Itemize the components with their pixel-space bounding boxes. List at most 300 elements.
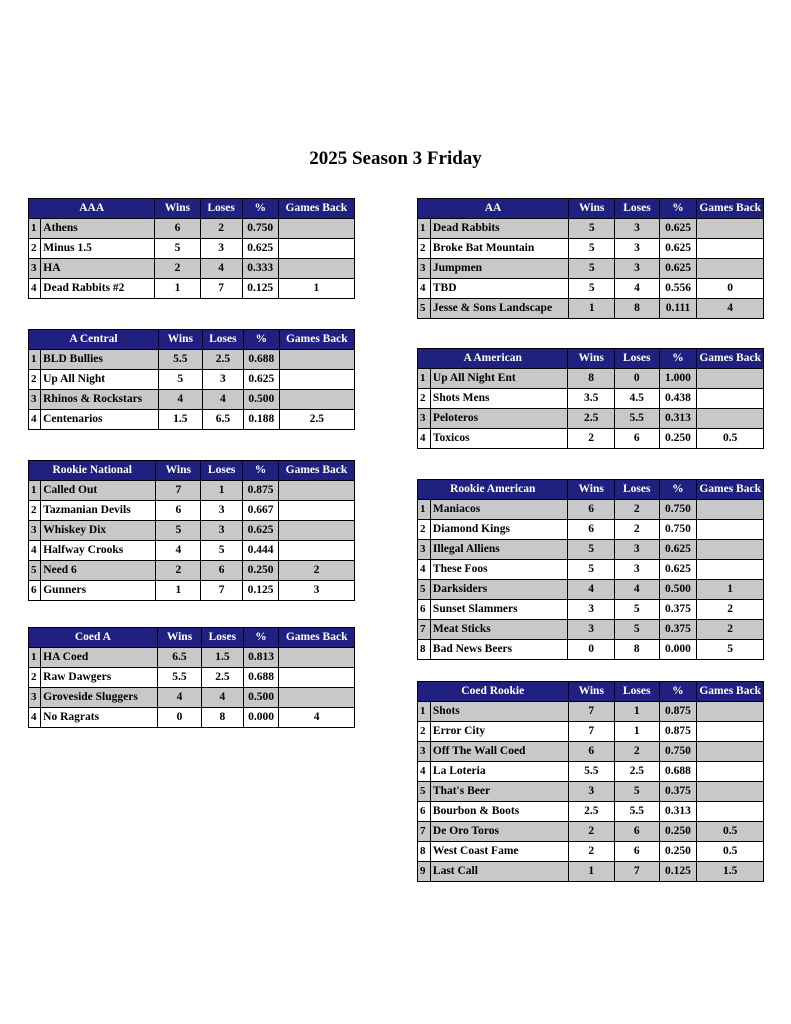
pct-value: 0.444 bbox=[243, 541, 279, 561]
column-header: Wins bbox=[568, 682, 614, 702]
loses-value: 2 bbox=[614, 742, 659, 762]
row-rank: 4 bbox=[418, 279, 431, 299]
team-name: Dead Rabbits #2 bbox=[41, 279, 155, 299]
row-rank: 4 bbox=[418, 429, 431, 449]
table-row bbox=[29, 541, 355, 561]
wins-value: 6.5 bbox=[157, 648, 201, 668]
games-back-value: 0.5 bbox=[697, 842, 764, 862]
games-back-value bbox=[697, 389, 764, 409]
pct-value: 0.438 bbox=[659, 389, 697, 409]
row-rank: 1 bbox=[29, 219, 41, 239]
loses-value: 1.5 bbox=[202, 648, 244, 668]
table-row bbox=[418, 742, 764, 762]
wins-value: 5 bbox=[155, 239, 200, 259]
column-header: Wins bbox=[568, 480, 614, 500]
loses-value: 3 bbox=[615, 219, 659, 239]
standings-table bbox=[417, 198, 764, 319]
pct-value: 0.750 bbox=[659, 500, 697, 520]
loses-value: 6 bbox=[614, 842, 659, 862]
pct-value: 0.750 bbox=[659, 742, 697, 762]
loses-value: 4 bbox=[200, 259, 242, 279]
row-rank: 7 bbox=[418, 822, 431, 842]
table-row bbox=[418, 239, 764, 259]
wins-value: 4 bbox=[568, 580, 614, 600]
loses-value: 6 bbox=[614, 429, 659, 449]
pct-value: 0.625 bbox=[659, 259, 697, 279]
games-back-value: 1 bbox=[697, 580, 764, 600]
standings-table bbox=[28, 198, 355, 299]
division-name-header: A American bbox=[418, 349, 568, 369]
row-rank: 3 bbox=[29, 521, 41, 541]
team-name: Broke Bat Mountain bbox=[430, 239, 568, 259]
table-row bbox=[29, 708, 355, 728]
loses-value: 4 bbox=[202, 688, 244, 708]
team-name: Raw Dawgers bbox=[41, 668, 158, 688]
row-rank: 3 bbox=[29, 390, 41, 410]
standings-table bbox=[417, 681, 764, 882]
games-back-value bbox=[278, 239, 354, 259]
loses-value: 3 bbox=[202, 370, 243, 390]
loses-value: 2 bbox=[614, 520, 659, 540]
table-row bbox=[418, 722, 764, 742]
loses-value: 6.5 bbox=[202, 410, 243, 430]
loses-value: 3 bbox=[614, 540, 659, 560]
table-row bbox=[418, 259, 764, 279]
games-back-value bbox=[697, 722, 764, 742]
wins-value: 5 bbox=[569, 239, 615, 259]
team-name: Up All Night Ent bbox=[430, 369, 567, 389]
games-back-value: 0.5 bbox=[697, 822, 764, 842]
standings-table bbox=[28, 627, 355, 728]
team-name: Peloteros bbox=[430, 409, 567, 429]
team-name: Called Out bbox=[41, 481, 156, 501]
pct-value: 0.625 bbox=[244, 370, 280, 390]
column-header: Games Back bbox=[279, 628, 355, 648]
standings-table bbox=[417, 348, 764, 449]
loses-value: 7 bbox=[614, 862, 659, 882]
team-name: Up All Night bbox=[41, 370, 159, 390]
column-header: Games Back bbox=[697, 199, 764, 219]
loses-value: 3 bbox=[201, 521, 243, 541]
loses-value: 1 bbox=[201, 481, 243, 501]
table-header-row bbox=[418, 480, 764, 500]
table-row bbox=[418, 600, 764, 620]
loses-value: 4.5 bbox=[614, 389, 659, 409]
wins-value: 5 bbox=[158, 370, 202, 390]
table-row bbox=[418, 580, 764, 600]
pct-value: 0.500 bbox=[243, 688, 279, 708]
games-back-value bbox=[697, 762, 764, 782]
table-row bbox=[418, 520, 764, 540]
team-name: These Foos bbox=[430, 560, 568, 580]
pct-value: 0.500 bbox=[244, 390, 280, 410]
row-rank: 1 bbox=[418, 500, 431, 520]
pct-value: 0.250 bbox=[659, 822, 697, 842]
loses-value: 6 bbox=[201, 561, 243, 581]
team-name: Whiskey Dix bbox=[41, 521, 156, 541]
pct-value: 0.125 bbox=[659, 862, 697, 882]
team-name: No Ragrats bbox=[41, 708, 158, 728]
table-row bbox=[29, 239, 355, 259]
wins-value: 2.5 bbox=[568, 802, 614, 822]
pct-value: 0.000 bbox=[243, 708, 279, 728]
wins-value: 1.5 bbox=[158, 410, 202, 430]
games-back-value bbox=[279, 668, 355, 688]
loses-value: 3 bbox=[201, 501, 243, 521]
wins-value: 5.5 bbox=[568, 762, 614, 782]
games-back-value bbox=[697, 409, 764, 429]
pct-value: 0.313 bbox=[659, 802, 697, 822]
table-row bbox=[29, 279, 355, 299]
wins-value: 5 bbox=[568, 560, 614, 580]
wins-value: 5 bbox=[569, 259, 615, 279]
row-rank: 1 bbox=[418, 219, 431, 239]
games-back-value bbox=[697, 742, 764, 762]
pct-value: 0.111 bbox=[659, 299, 697, 319]
row-rank: 3 bbox=[418, 409, 431, 429]
table-header-row bbox=[29, 628, 355, 648]
wins-value: 3 bbox=[568, 600, 614, 620]
row-rank: 4 bbox=[29, 410, 41, 430]
loses-value: 5 bbox=[614, 620, 659, 640]
row-rank: 1 bbox=[29, 648, 41, 668]
wins-value: 0 bbox=[568, 640, 614, 660]
table-row bbox=[29, 481, 355, 501]
column-header: Games Back bbox=[697, 682, 764, 702]
division-name-header: Rookie National bbox=[29, 461, 156, 481]
team-name: Shots Mens bbox=[430, 389, 567, 409]
row-rank: 6 bbox=[418, 600, 431, 620]
wins-value: 8 bbox=[568, 369, 615, 389]
team-name: West Coast Fame bbox=[430, 842, 568, 862]
table-row bbox=[418, 822, 764, 842]
pct-value: 0.625 bbox=[659, 239, 697, 259]
team-name: Athens bbox=[41, 219, 155, 239]
games-back-value: 0.5 bbox=[697, 429, 764, 449]
team-name: Bourbon & Boots bbox=[430, 802, 568, 822]
table-row bbox=[29, 561, 355, 581]
games-back-value bbox=[279, 350, 354, 370]
pct-value: 0.556 bbox=[659, 279, 697, 299]
games-back-value bbox=[697, 369, 764, 389]
games-back-value: 1 bbox=[278, 279, 354, 299]
loses-value: 3 bbox=[615, 259, 659, 279]
wins-value: 1 bbox=[155, 279, 200, 299]
games-back-value: 2.5 bbox=[279, 410, 354, 430]
table-row bbox=[418, 802, 764, 822]
division-name-header: Coed Rookie bbox=[418, 682, 569, 702]
team-name: Need 6 bbox=[41, 561, 156, 581]
table-row bbox=[418, 279, 764, 299]
wins-value: 3 bbox=[568, 620, 614, 640]
wins-value: 5 bbox=[156, 521, 201, 541]
loses-value: 2.5 bbox=[202, 350, 243, 370]
pct-value: 0.625 bbox=[659, 560, 697, 580]
team-name: Centenarios bbox=[41, 410, 159, 430]
column-header: Loses bbox=[615, 199, 659, 219]
row-rank: 1 bbox=[418, 369, 431, 389]
wins-value: 5 bbox=[569, 279, 615, 299]
pct-value: 0.375 bbox=[659, 782, 697, 802]
team-name: Tazmanian Devils bbox=[41, 501, 156, 521]
wins-value: 5 bbox=[569, 219, 615, 239]
team-name: Meat Sticks bbox=[430, 620, 568, 640]
wins-value: 6 bbox=[156, 501, 201, 521]
column-header: Wins bbox=[156, 461, 201, 481]
wins-value: 2.5 bbox=[568, 409, 615, 429]
loses-value: 1 bbox=[614, 702, 659, 722]
team-name: Last Call bbox=[430, 862, 568, 882]
table-row bbox=[418, 702, 764, 722]
wins-value: 6 bbox=[568, 742, 614, 762]
table-row bbox=[29, 370, 355, 390]
pct-value: 0.688 bbox=[659, 762, 697, 782]
pct-value: 0.250 bbox=[659, 429, 697, 449]
row-rank: 3 bbox=[418, 540, 431, 560]
column-header: Wins bbox=[155, 199, 200, 219]
wins-value: 2 bbox=[568, 429, 615, 449]
wins-value: 1 bbox=[156, 581, 201, 601]
wins-value: 6 bbox=[568, 520, 614, 540]
table-row bbox=[29, 521, 355, 541]
table-row bbox=[418, 640, 764, 660]
pct-value: 0.750 bbox=[659, 520, 697, 540]
column-header: Loses bbox=[614, 349, 659, 369]
pct-value: 0.875 bbox=[243, 481, 279, 501]
team-name: Darksiders bbox=[430, 580, 568, 600]
pct-value: 0.313 bbox=[659, 409, 697, 429]
games-back-value bbox=[697, 239, 764, 259]
standings-table bbox=[417, 479, 764, 660]
column-header: % bbox=[243, 628, 279, 648]
row-rank: 3 bbox=[29, 688, 41, 708]
table-row bbox=[29, 259, 355, 279]
column-header: % bbox=[242, 199, 278, 219]
team-name: Diamond Kings bbox=[430, 520, 568, 540]
division-name-header: AAA bbox=[29, 199, 155, 219]
games-back-value: 4 bbox=[697, 299, 764, 319]
team-name: That's Beer bbox=[430, 782, 568, 802]
wins-value: 2 bbox=[568, 842, 614, 862]
games-back-value: 4 bbox=[279, 708, 355, 728]
wins-value: 4 bbox=[157, 688, 201, 708]
table-header-row bbox=[29, 461, 355, 481]
games-back-value bbox=[697, 540, 764, 560]
standings-table bbox=[28, 460, 355, 601]
team-name: De Oro Toros bbox=[430, 822, 568, 842]
pct-value: 0.000 bbox=[659, 640, 697, 660]
wins-value: 2 bbox=[156, 561, 201, 581]
games-back-value: 1.5 bbox=[697, 862, 764, 882]
pct-value: 0.250 bbox=[659, 842, 697, 862]
column-header: Loses bbox=[200, 199, 242, 219]
column-header: Games Back bbox=[278, 199, 354, 219]
games-back-value bbox=[697, 702, 764, 722]
loses-value: 5 bbox=[201, 541, 243, 561]
games-back-value: 2 bbox=[697, 620, 764, 640]
games-back-value: 3 bbox=[278, 581, 354, 601]
wins-value: 7 bbox=[568, 722, 614, 742]
team-name: Off The Wall Coed bbox=[430, 742, 568, 762]
page-title: 2025 Season 3 Friday bbox=[309, 148, 482, 169]
row-rank: 5 bbox=[29, 561, 41, 581]
loses-value: 4 bbox=[202, 390, 243, 410]
table-row bbox=[418, 389, 764, 409]
pct-value: 0.125 bbox=[242, 279, 278, 299]
row-rank: 2 bbox=[418, 389, 431, 409]
table-row bbox=[418, 540, 764, 560]
loses-value: 3 bbox=[615, 239, 659, 259]
division-name-header: AA bbox=[418, 199, 569, 219]
row-rank: 4 bbox=[29, 541, 41, 561]
games-back-value bbox=[278, 259, 354, 279]
column-header: Wins bbox=[568, 349, 615, 369]
division-name-header: Coed A bbox=[29, 628, 158, 648]
team-name: Jumpmen bbox=[430, 259, 568, 279]
loses-value: 5 bbox=[614, 782, 659, 802]
row-rank: 3 bbox=[418, 742, 431, 762]
pct-value: 0.875 bbox=[659, 722, 697, 742]
team-name: Illegal Alliens bbox=[430, 540, 568, 560]
games-back-value bbox=[697, 219, 764, 239]
loses-value: 2 bbox=[200, 219, 242, 239]
column-header: Loses bbox=[202, 628, 244, 648]
table-row bbox=[29, 648, 355, 668]
loses-value: 7 bbox=[201, 581, 243, 601]
wins-value: 2 bbox=[155, 259, 200, 279]
team-name: HA bbox=[41, 259, 155, 279]
row-rank: 2 bbox=[29, 239, 41, 259]
wins-value: 5 bbox=[568, 540, 614, 560]
pct-value: 0.188 bbox=[244, 410, 280, 430]
table-row bbox=[29, 581, 355, 601]
table-row bbox=[29, 688, 355, 708]
table-row bbox=[29, 350, 355, 370]
row-rank: 5 bbox=[418, 299, 431, 319]
wins-value: 4 bbox=[158, 390, 202, 410]
team-name: La Loteria bbox=[430, 762, 568, 782]
table-row bbox=[29, 501, 355, 521]
wins-value: 1 bbox=[569, 299, 615, 319]
wins-value: 1 bbox=[568, 862, 614, 882]
wins-value: 0 bbox=[157, 708, 201, 728]
column-header: % bbox=[659, 682, 697, 702]
games-back-value: 5 bbox=[697, 640, 764, 660]
team-name: Toxicos bbox=[430, 429, 567, 449]
wins-value: 6 bbox=[155, 219, 200, 239]
row-rank: 9 bbox=[418, 862, 431, 882]
table-row bbox=[418, 762, 764, 782]
games-back-value bbox=[697, 782, 764, 802]
team-name: Maniacos bbox=[430, 500, 568, 520]
pct-value: 1.000 bbox=[659, 369, 697, 389]
standings-table bbox=[28, 329, 355, 430]
row-rank: 6 bbox=[418, 802, 431, 822]
pct-value: 0.813 bbox=[243, 648, 279, 668]
pct-value: 0.625 bbox=[243, 521, 279, 541]
table-row bbox=[418, 429, 764, 449]
table-row bbox=[29, 410, 355, 430]
games-back-value bbox=[697, 259, 764, 279]
team-name: Groveside Sluggers bbox=[41, 688, 158, 708]
table-row bbox=[418, 369, 764, 389]
loses-value: 6 bbox=[614, 822, 659, 842]
games-back-value bbox=[697, 520, 764, 540]
team-name: Sunset Slammers bbox=[430, 600, 568, 620]
loses-value: 2 bbox=[614, 500, 659, 520]
team-name: Minus 1.5 bbox=[41, 239, 155, 259]
column-header: Loses bbox=[202, 330, 243, 350]
column-header: Wins bbox=[569, 199, 615, 219]
row-rank: 3 bbox=[418, 259, 431, 279]
loses-value: 3 bbox=[614, 560, 659, 580]
column-header: Loses bbox=[614, 480, 659, 500]
team-name: Rhinos & Rockstars bbox=[41, 390, 159, 410]
table-header-row bbox=[418, 199, 764, 219]
games-back-value bbox=[279, 688, 355, 708]
loses-value: 3 bbox=[200, 239, 242, 259]
team-name: Jesse & Sons Landscape bbox=[430, 299, 568, 319]
column-header: Loses bbox=[614, 682, 659, 702]
table-row bbox=[29, 390, 355, 410]
row-rank: 4 bbox=[29, 279, 41, 299]
row-rank: 2 bbox=[29, 370, 41, 390]
pct-value: 0.688 bbox=[243, 668, 279, 688]
row-rank: 5 bbox=[418, 782, 431, 802]
wins-value: 3.5 bbox=[568, 389, 615, 409]
column-header: Games Back bbox=[278, 461, 354, 481]
pct-value: 0.500 bbox=[659, 580, 697, 600]
row-rank: 8 bbox=[418, 640, 431, 660]
loses-value: 0 bbox=[614, 369, 659, 389]
pct-value: 0.375 bbox=[659, 600, 697, 620]
team-name: HA Coed bbox=[41, 648, 158, 668]
table-row bbox=[29, 219, 355, 239]
column-header: Games Back bbox=[697, 480, 764, 500]
pct-value: 0.625 bbox=[659, 540, 697, 560]
team-name: Halfway Crooks bbox=[41, 541, 156, 561]
row-rank: 6 bbox=[29, 581, 41, 601]
wins-value: 3 bbox=[568, 782, 614, 802]
row-rank: 5 bbox=[418, 580, 431, 600]
team-name: Shots bbox=[430, 702, 568, 722]
pct-value: 0.625 bbox=[242, 239, 278, 259]
table-header-row bbox=[418, 682, 764, 702]
team-name: Dead Rabbits bbox=[430, 219, 568, 239]
table-row bbox=[418, 842, 764, 862]
team-name: Gunners bbox=[41, 581, 156, 601]
loses-value: 5.5 bbox=[614, 802, 659, 822]
wins-value: 6 bbox=[568, 500, 614, 520]
column-header: % bbox=[244, 330, 280, 350]
pct-value: 0.875 bbox=[659, 702, 697, 722]
row-rank: 4 bbox=[418, 762, 431, 782]
row-rank: 2 bbox=[29, 501, 41, 521]
column-header: Loses bbox=[201, 461, 243, 481]
column-header: Games Back bbox=[279, 330, 354, 350]
loses-value: 1 bbox=[614, 722, 659, 742]
games-back-value bbox=[279, 370, 354, 390]
games-back-value: 0 bbox=[697, 279, 764, 299]
team-name: Bad News Beers bbox=[430, 640, 568, 660]
loses-value: 2.5 bbox=[202, 668, 244, 688]
team-name: Error City bbox=[430, 722, 568, 742]
loses-value: 7 bbox=[200, 279, 242, 299]
column-header: % bbox=[243, 461, 279, 481]
games-back-value: 2 bbox=[697, 600, 764, 620]
games-back-value bbox=[278, 481, 354, 501]
table-header-row bbox=[29, 199, 355, 219]
